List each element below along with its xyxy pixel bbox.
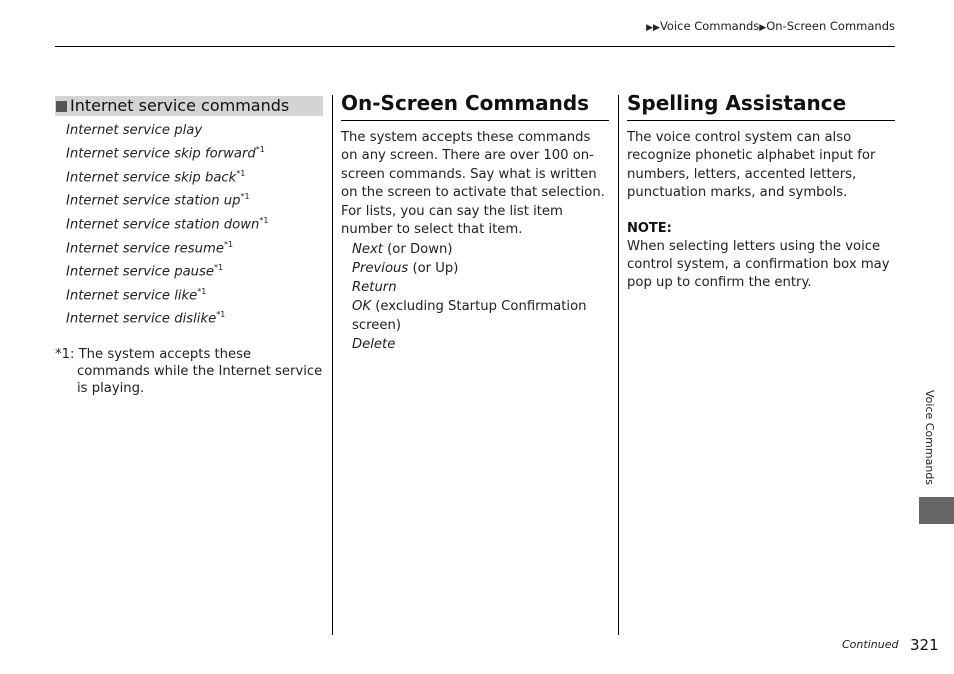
breadcrumb-marker-icon: ▶▶ [646, 23, 660, 33]
option-command: Previous [352, 261, 409, 277]
command-item [55, 187, 323, 211]
command-text: Internet service like [66, 288, 198, 304]
section-title: On-Screen Commands [341, 90, 609, 121]
command-item [55, 164, 323, 188]
square-bullet-icon [56, 101, 67, 112]
footnote-mark: *1 [197, 286, 207, 296]
command-option [352, 240, 609, 259]
command-item [55, 121, 323, 140]
command-item [55, 258, 323, 282]
command-text: Internet service station down [66, 217, 260, 233]
footnote-text: *1: The system accepts these commands while the Internet service is playing. [55, 346, 323, 396]
option-command: OK [352, 299, 372, 315]
breadcrumb-item: Voice Commands [659, 19, 760, 33]
command-options [341, 240, 609, 354]
footnote-mark: *1 [236, 168, 246, 178]
sidebar-title: Internet service commands [70, 96, 290, 115]
footnote-mark: *1 [255, 145, 265, 155]
sidebar-heading [55, 96, 323, 116]
command-text: Internet service pause [66, 264, 215, 280]
command-text: Internet service skip back [66, 170, 237, 186]
chapter-label: Voice Commands [923, 390, 936, 486]
column-divider [618, 95, 619, 635]
command-option [352, 297, 609, 335]
command-item [55, 140, 323, 164]
breadcrumb-item: On-Screen Commands [766, 19, 895, 33]
command-text: Internet service dislike [66, 311, 217, 327]
sidebar-column [55, 96, 323, 397]
command-item [55, 305, 323, 329]
breadcrumb-separator-icon: ▶ [759, 23, 767, 33]
option-command: Delete [352, 337, 396, 353]
command-text: Internet service resume [66, 240, 224, 256]
column-divider [332, 95, 333, 635]
command-option [352, 259, 609, 278]
option-note: (or Down) [382, 242, 453, 258]
section-body: The system accepts these commands on any screen. There are over 100 on-screen commands. Say what is written on the screen to activate that selection. For lists, you can say the list item number to select that item. [341, 130, 605, 238]
option-command: Return [352, 280, 397, 296]
spelling-assistance-section [627, 90, 895, 293]
option-command: Next [352, 242, 383, 258]
header-rule [55, 46, 895, 47]
page-number: 321 [910, 636, 939, 654]
continued-label: Continued [842, 638, 899, 651]
command-text: Internet service station up [66, 193, 241, 209]
footnote-mark: *1 [240, 192, 250, 202]
chapter-side-label [922, 390, 936, 490]
section-title: Spelling Assistance [627, 90, 895, 121]
option-note: (or Up) [408, 261, 459, 277]
footnote-mark: *1 [223, 239, 234, 249]
footnote-mark: *1 [259, 215, 269, 225]
command-option [352, 278, 609, 297]
command-list [55, 121, 323, 329]
command-text: Internet service skip forward [66, 146, 256, 162]
option-note: (excluding Startup Confirmation screen) [352, 299, 587, 334]
note-text: When selecting letters using the voice control system, a confirmation box may pop up to confirm the entry. [627, 238, 890, 291]
footnote-mark: *1 [214, 263, 224, 273]
command-option [352, 335, 609, 354]
section-body: The voice control system can also recognize phonetic alphabet input for numbers, letters, accented letters, punctuation marks, and symbols. [627, 130, 876, 201]
footnote-mark: *1 [216, 310, 226, 320]
note-label: NOTE: [627, 220, 672, 236]
breadcrumb [646, 19, 895, 33]
command-text: Internet service play [66, 123, 203, 138]
chapter-tab[interactable] [919, 497, 954, 524]
onscreen-commands-section [341, 90, 609, 354]
command-item [55, 282, 323, 306]
footnote [55, 346, 323, 397]
command-item [55, 211, 323, 235]
command-item [55, 235, 323, 259]
